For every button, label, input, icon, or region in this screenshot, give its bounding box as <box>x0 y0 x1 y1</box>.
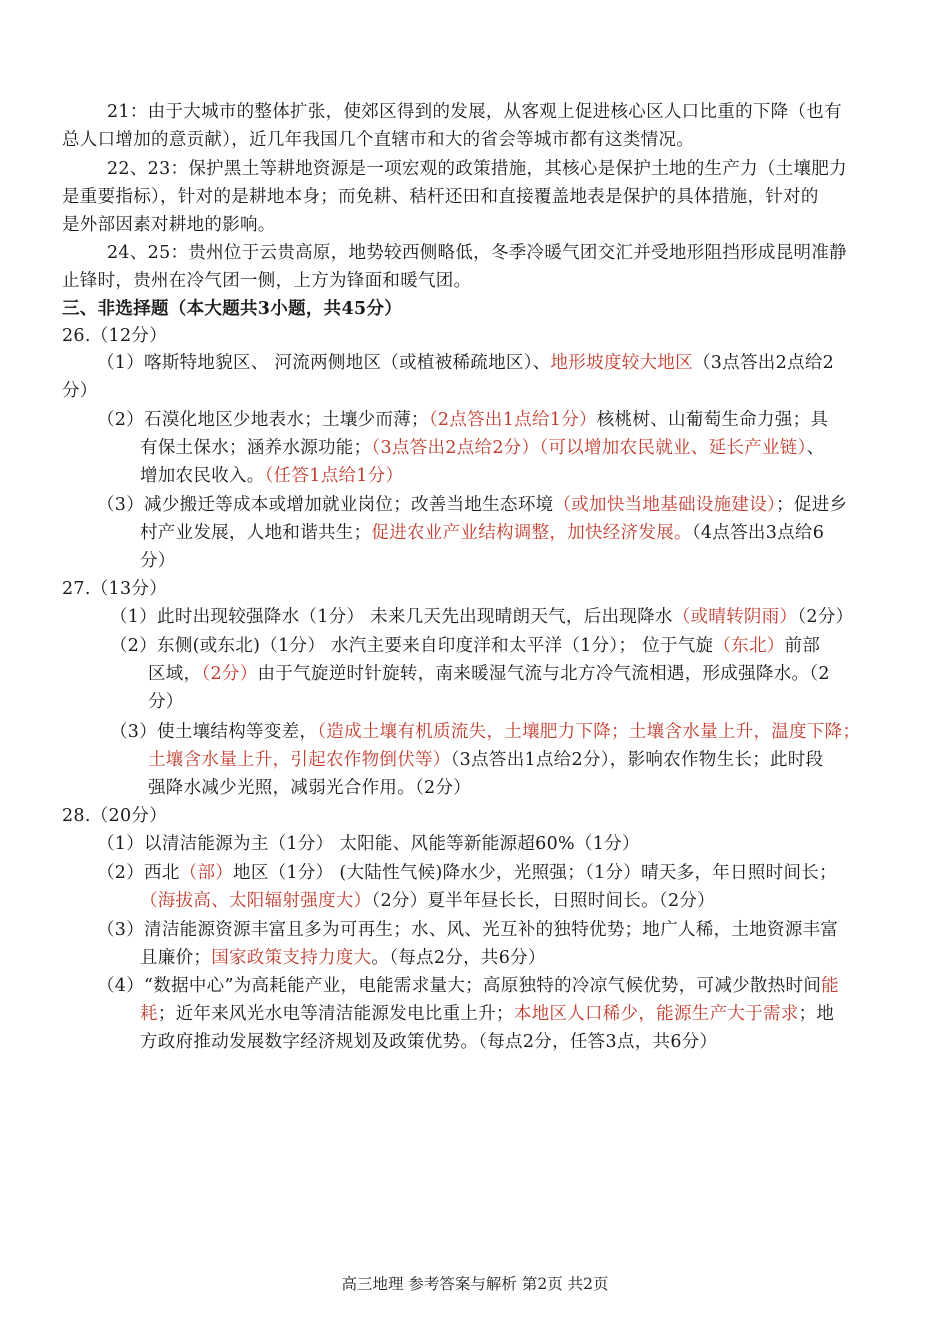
highlighted-answer: （东北） <box>713 636 785 656</box>
highlighted-answer: （造成土壤有机质流失，土壤肥力下降；土壤含水量上升，温度下降； <box>317 722 861 742</box>
answer-text: 。（每点2分，共6分） <box>371 948 546 968</box>
answer-text: （3）减少搬迁等成本或增加就业岗位；改善当地生态环境 <box>97 495 554 515</box>
answer-text: ；促进乡 <box>776 495 848 515</box>
text-line <box>62 322 167 350</box>
highlighted-answer: 能 <box>821 976 839 996</box>
answer-text: 有保土保水；涵养水源功能； <box>140 438 372 458</box>
answer-text: 27.（13分） <box>62 579 167 599</box>
answer-text: 且廉价； <box>140 948 212 968</box>
answer-text: 28.（20分） <box>62 806 167 826</box>
answer-text: 22、23：保护黑土等耕地资源是一项宏观的政策措施，其核心是保护土地的生产力（土壤肥力 <box>107 159 847 179</box>
answer-text: （2）西北 <box>97 863 180 883</box>
text-line <box>62 575 167 603</box>
highlighted-answer: 国家政策支持力度大 <box>211 948 372 968</box>
text-line <box>62 377 98 405</box>
answer-text: （2）东侧(或东北)（1分） 水汽主要来自印度洋和太平洋（1分）； 位于气旋 <box>110 636 714 656</box>
highlighted-answer: （海拔高、太阳辐射强度大） <box>140 891 372 911</box>
page-footer: 高三地理 参考答案与解析 第2页 共2页 <box>341 1275 609 1293</box>
answer-text: （2分）夏半年昼长长，日照时间长。（2分） <box>371 891 715 911</box>
answer-text: ；地 <box>798 1004 835 1024</box>
answer-text: 分） <box>148 692 184 712</box>
answer-text: （1）此时出现较强降水（1分） 未来几天先出现晴朗天气，后出现降水 <box>110 607 673 627</box>
highlighted-answer: （任答1点给1分） <box>264 466 404 486</box>
text-line <box>110 718 860 746</box>
text-line <box>110 632 820 660</box>
answer-text: 方政府推动发展数字经济规划及政策优势。（每点2分，任答3点，共6分） <box>140 1032 718 1052</box>
text-line <box>62 211 276 239</box>
text-line <box>107 155 847 183</box>
answer-text: 区域， <box>148 664 202 684</box>
text-line <box>97 491 847 519</box>
answer-text: 前部 <box>784 636 821 656</box>
text-line <box>97 859 837 887</box>
text-line <box>107 239 847 267</box>
answer-text: 强降水减少光照，减弱光合作用。（2分） <box>148 778 472 798</box>
answer-text: 总人口增加的意贡献），近几年我国几个直辖市和大的省会等城市都有这类情况。 <box>62 130 695 150</box>
answer-text: 是外部因素对耕地的影响。 <box>62 215 276 235</box>
answer-text: （3）清洁能源资源丰富且多为可再生；水、风、光互补的独特优势；地广人稀，土地资源丰富 <box>97 920 839 940</box>
answer-text: 由于气旋逆时针旋转，南来暖湿气流与北方冷气流相遇，形成强降水。（2 <box>257 664 830 684</box>
answer-text: ；近年来风光水电等清洁能源发电比重上升； <box>157 1004 514 1024</box>
answer-text: （2）石漠化地区少地表水；土壤少而薄； <box>97 410 429 430</box>
text-line <box>140 887 715 915</box>
answer-text: 止锋时，贵州在冷气团一侧，上方为锋面和暖气团。 <box>62 271 472 291</box>
answer-text: 分） <box>62 381 98 401</box>
answer-text: 、 <box>806 438 825 458</box>
text-line <box>148 746 823 774</box>
answer-text: 三、非选择题（本大题共3小题，共45分） <box>62 299 403 319</box>
text-line <box>110 603 853 631</box>
answer-text: 地区（1分） (大陆性气候)降水少，光照强；（1分）晴天多，年日照时间长； <box>233 863 837 883</box>
text-line <box>97 349 834 377</box>
answer-text: （3）使土壤结构等变差， <box>110 722 318 742</box>
text-line <box>140 944 546 972</box>
text-line <box>148 660 830 688</box>
highlighted-answer: 地形坡度较大地区 <box>550 353 693 373</box>
text-line <box>107 98 842 126</box>
text-line <box>62 183 819 211</box>
highlighted-answer: （3点答出2点给2分）（可以增加农民就业、延长产业链） <box>371 438 807 458</box>
highlighted-answer: （2分） <box>201 664 258 684</box>
highlighted-answer: （或加快当地基础设施建设） <box>553 495 777 515</box>
highlighted-answer: （或晴转阴雨） <box>672 607 798 627</box>
text-line <box>140 1028 717 1056</box>
answer-text: 26.（12分） <box>62 326 167 346</box>
text-line <box>148 774 471 802</box>
answer-text: （3点答出2点给2 <box>692 353 835 373</box>
text-line <box>62 802 167 830</box>
answer-text: 增加农民收入。 <box>140 466 265 486</box>
text-line <box>97 406 828 434</box>
answer-text: 24、25：贵州位于云贵高原，地势较西侧略低，冬季冷暖气团交汇并受地形阻挡形成昆明准静 <box>107 243 847 263</box>
text-line <box>97 830 640 858</box>
answer-text: 21：由于大城市的整体扩张，使郊区得到的发展，从客观上促进核心区人口比重的下降（也有 <box>107 102 842 122</box>
text-line <box>62 295 402 323</box>
text-line <box>140 519 824 547</box>
highlighted-answer: 促进农业产业结构调整，加快经济发展。 <box>371 523 692 543</box>
text-line <box>140 462 403 490</box>
text-line <box>97 972 839 1000</box>
answer-text: 核桃树、山葡萄生命力强；具 <box>596 410 829 430</box>
answer-text: （3点答出1点给2分），影响农作物生长；此时段 <box>450 750 824 770</box>
answer-text: 村产业发展，人地和谐共生； <box>140 523 372 543</box>
answer-text: 分） <box>140 551 176 571</box>
answer-text: （4）“数据中心”为高耗能产业，电能需求量大；高原独特的冷凉气候优势，可减少散热时间 <box>97 976 822 996</box>
text-line <box>140 1000 834 1028</box>
highlighted-answer: （2点答出1点给1分） <box>428 410 597 430</box>
text-line <box>140 547 176 575</box>
text-line <box>62 126 694 154</box>
highlighted-answer: （部） <box>179 863 234 883</box>
highlighted-answer: 耗 <box>140 1004 158 1024</box>
answer-text: （1）喀斯特地貌区、 河流两侧地区（或植被稀疏地区）、 <box>97 353 551 373</box>
answer-text: 是重要指标），针对的是耕地本身；而免耕、秸杆还田和直接覆盖地表是保护的具体措施，针对的 <box>62 187 819 207</box>
answer-text: （2分） <box>797 607 854 627</box>
answer-text: （1）以清洁能源为主（1分） 太阳能、风能等新能源超60%（1分） <box>97 834 640 854</box>
text-line <box>140 434 824 462</box>
highlighted-answer: 土壤含水量上升，引起农作物倒伏等） <box>148 750 451 770</box>
highlighted-answer: 本地区人口稀少，能源生产大于需求 <box>513 1004 799 1024</box>
text-line <box>62 267 471 295</box>
text-line <box>148 688 184 716</box>
answer-text: （4点答出3点给6 <box>691 523 825 543</box>
text-line <box>97 916 838 944</box>
